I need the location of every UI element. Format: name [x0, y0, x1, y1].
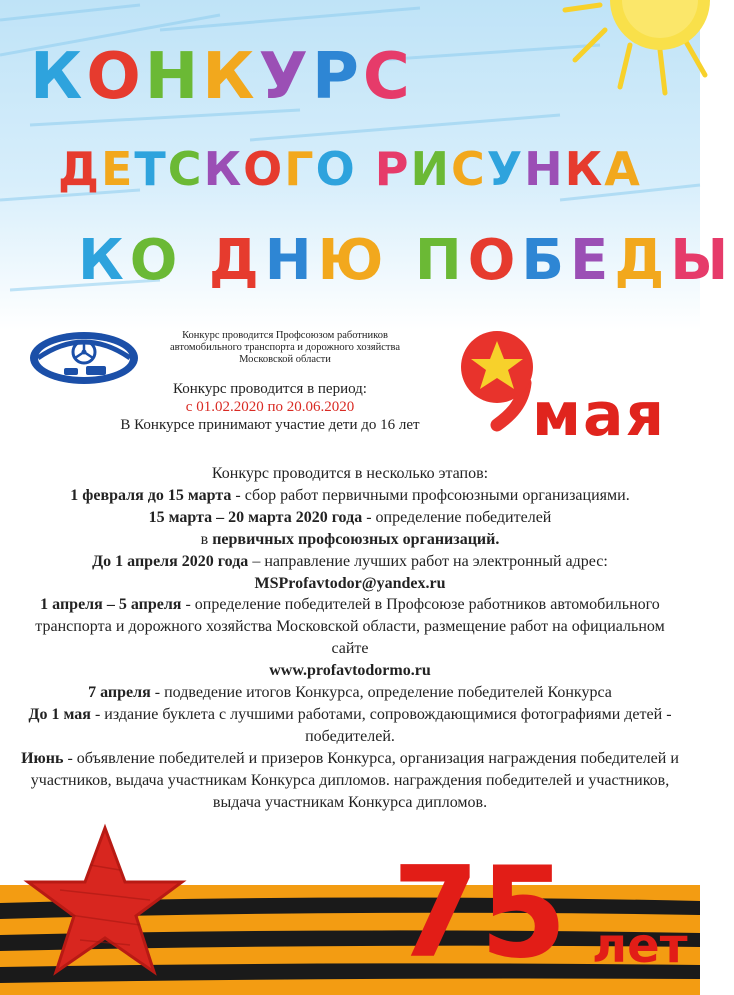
title-letter: Н [524, 142, 565, 196]
bus-icon [86, 366, 106, 375]
stage-3-date: До 1 апреля 2020 года [92, 552, 249, 570]
stage-7-date: Июнь [21, 749, 64, 767]
period-block [90, 380, 450, 434]
title-letter: С [167, 142, 204, 196]
title-letter [357, 142, 375, 196]
title-letter: И [410, 142, 451, 196]
title-letter: К [78, 228, 130, 293]
title-letter: К [30, 40, 87, 114]
stage-2-text-2: в [200, 530, 213, 548]
title-letter: Е [570, 228, 615, 293]
title-letter: О [315, 142, 357, 196]
organizer-text: Конкурс проводится Профсоюзом работников автомобильного транспорта и дорожного хозяйства Московской области [170, 330, 400, 365]
stages-text [20, 463, 680, 814]
anniversary-word: лет [592, 918, 688, 974]
stage-1 [20, 485, 680, 507]
title-letter: Н [264, 228, 318, 293]
union-logo [28, 330, 140, 386]
title-letter: Е [100, 142, 135, 196]
title-letter: Г [284, 142, 316, 196]
title-letter: Б [521, 228, 571, 293]
star-icon [20, 820, 190, 990]
title-letter: К [203, 142, 244, 196]
title-letter: Р [311, 40, 363, 114]
stage-3-text: – направление лучших работ на электронный адрес: [248, 552, 608, 570]
stage-6-text: - издание буклета с лучшими работами, сопровождающимися фотографиями детей - победителей. [90, 705, 672, 745]
title-line-1 [30, 40, 414, 114]
website[interactable] [20, 660, 680, 682]
stage-2-text: - определение победителей [362, 508, 552, 526]
title-letter: О [467, 228, 522, 293]
age-limit: В Конкурсе принимают участие дети до 16 лет [120, 417, 420, 433]
stage-7-text: - объявление победителей и призеров Конкурса, организация награждения победителей и участников, выдача участникам Конкурса дипломов. награждения победителей и участников, выдача участникам Конкурса дипломов. [30, 749, 679, 811]
title-letter: Д [208, 228, 265, 293]
title-letter: П [414, 228, 468, 293]
title-letter: О [129, 228, 184, 293]
stage-6 [20, 704, 680, 748]
title-letter [389, 228, 415, 293]
stage-4-date: 1 апреля – 5 апреля [40, 596, 182, 614]
title-letter: Ю [317, 228, 390, 293]
stage-3 [20, 551, 680, 573]
website-link[interactable]: www.profavtodormo.ru [269, 662, 431, 680]
stage-2 [20, 507, 680, 551]
title-letter: Т [134, 142, 168, 196]
title-letter: О [86, 40, 145, 114]
title-letter: Ы [670, 228, 734, 293]
stage-6-date: До 1 мая [28, 705, 91, 723]
anniversary-number: 75 [392, 839, 568, 986]
title-letter: Д [614, 228, 671, 293]
title-line-3 [78, 228, 734, 293]
sun-icon [560, 0, 710, 95]
title-letter: Р [374, 142, 411, 196]
title-letter: Д [58, 142, 101, 196]
title-line-2 [58, 142, 642, 196]
title-letter: Н [144, 40, 203, 114]
stage-2-date: 15 марта – 20 марта 2020 года [148, 508, 363, 526]
stage-5-date: 7 апреля [88, 684, 151, 702]
may-text: мая [532, 380, 667, 450]
stage-5 [20, 682, 680, 704]
email-link[interactable]: MSProfavtodor@yandex.ru [254, 574, 446, 592]
title-letter [183, 228, 209, 293]
stage-4 [20, 594, 680, 660]
title-letter: С [362, 40, 414, 114]
stage-2-bold-2: первичных профсоюзных организаций. [212, 530, 500, 548]
stages-intro: Конкурс проводится в несколько этапов: [211, 465, 489, 482]
car-icon [64, 368, 78, 375]
title-letter: У [258, 40, 312, 114]
title-letter: О [243, 142, 285, 196]
stage-5-text: - подведение итогов Конкурса, определение победителей Конкурса [150, 684, 612, 702]
email[interactable] [20, 573, 680, 595]
period-dates: с 01.02.2020 по 20.06.2020 [185, 399, 355, 415]
stage-1-text: - сбор работ первичными профсоюзными организациями. [231, 486, 630, 504]
stage-4-text: - определение победителей в Профсоюзе работников автомобильного транспорта и дорожного хозяйства Московской области, размещение работ на официальном сайте [35, 596, 665, 658]
title-letter: У [486, 142, 525, 196]
title-letter: С [450, 142, 487, 196]
title-letter: К [564, 142, 605, 196]
title-letter: К [202, 40, 259, 114]
period-label: Конкурс проводится в период: [173, 381, 367, 397]
title-letter: А [604, 142, 642, 196]
stage-1-date: 1 февраля до 15 марта [70, 486, 232, 504]
stage-7 [20, 748, 680, 814]
